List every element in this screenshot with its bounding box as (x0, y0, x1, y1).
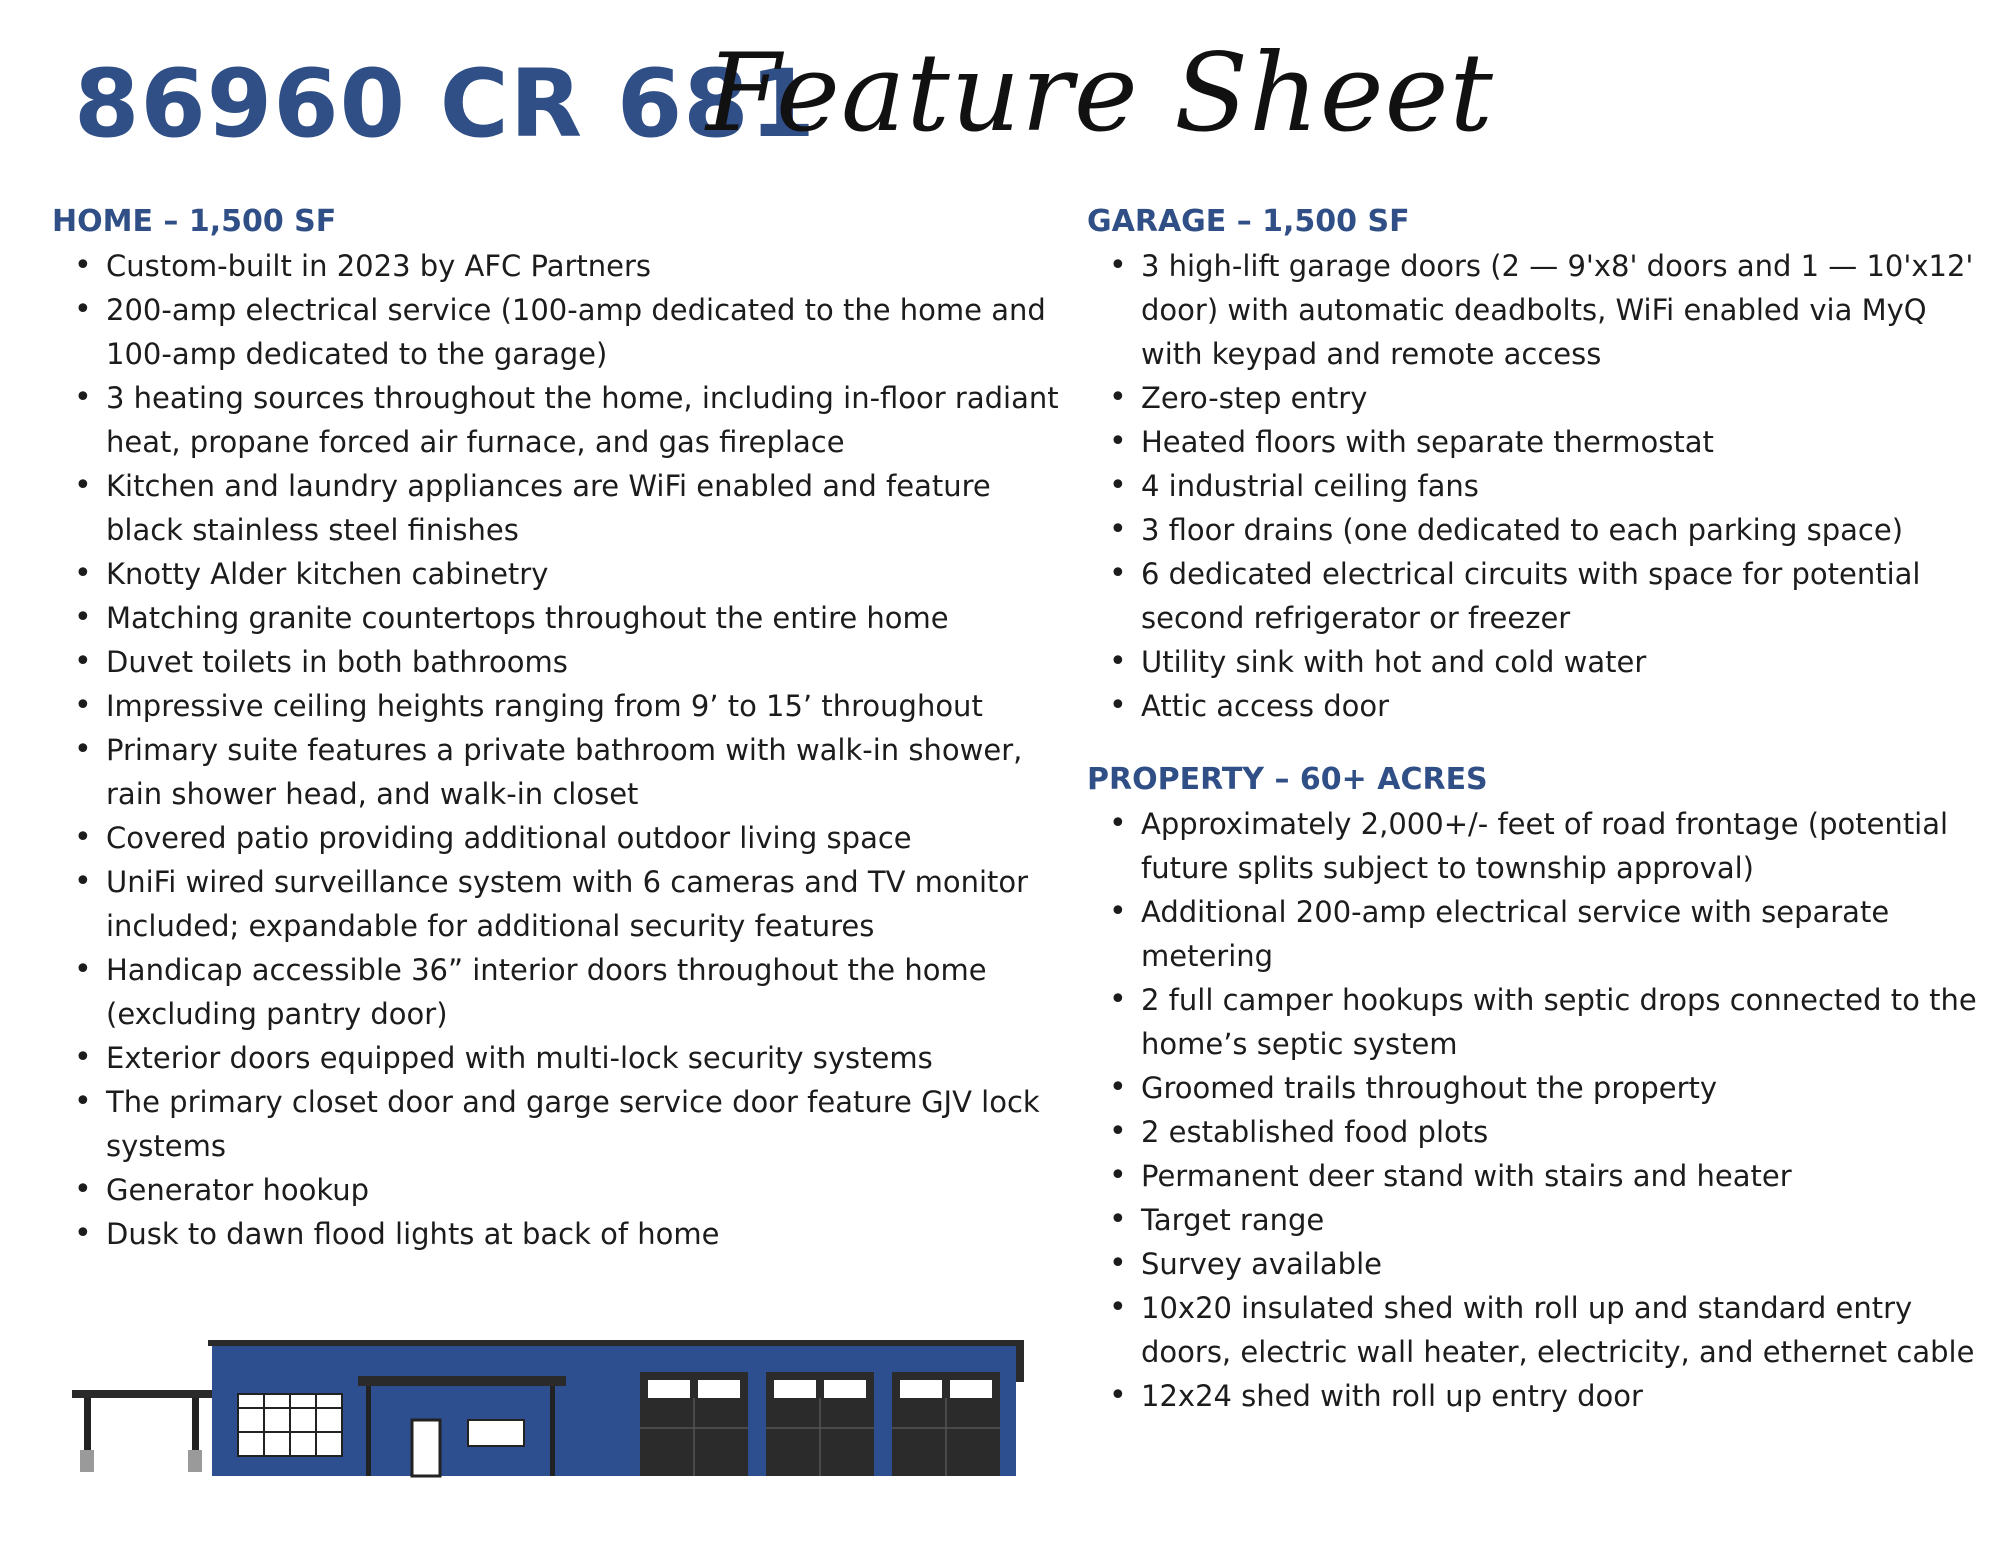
list-item: • Duvet toilets in both bathrooms (52, 640, 1062, 684)
list-item: • Exterior doors equipped with multi-lock security systems (52, 1036, 1062, 1080)
list-item: • Permanent deer stand with stairs and heater (1087, 1154, 1987, 1198)
property-heading: PROPERTY – 60+ ACRES (1087, 762, 1488, 797)
list-item: • Impressive ceiling heights ranging from 9’ to 15’ throughout (52, 684, 1062, 728)
list-item: • Matching granite countertops throughout the entire home (52, 596, 1062, 640)
list-item: • 10x20 insulated shed with roll up and standard entry doors, electric wall heater, electricity, and ethernet cable (1087, 1286, 1987, 1374)
list-item: • 12x24 shed with roll up entry door (1087, 1374, 1987, 1418)
list-item: • Generator hookup (52, 1168, 1062, 1212)
list-item: • Heated floors with separate thermostat (1087, 420, 1987, 464)
property-address: 86960 CR 681 (74, 50, 817, 159)
list-item: • The primary closet door and garge service door feature GJV lock systems (52, 1080, 1062, 1168)
list-item: • UniFi wired surveillance system with 6 cameras and TV monitor included; expandable for additional security features (52, 860, 1062, 948)
roof-edge (1016, 1340, 1024, 1382)
list-item: • Utility sink with hot and cold water (1087, 640, 1987, 684)
porch-window (468, 1420, 524, 1446)
list-item: • Groomed trails throughout the property (1087, 1066, 1987, 1110)
list-item: • 200-amp electrical service (100-amp dedicated to the home and 100-amp dedicated to the garage) (52, 288, 1062, 376)
list-item: • Primary suite features a private bathroom with walk-in shower, rain shower head, and walk-in closet (52, 728, 1062, 816)
list-item: • 3 high-lift garage doors (2 — 9'x8' doors and 1 — 10'x12' door) with automatic deadbolts, WiFi enabled via MyQ with keypad and remote access (1087, 244, 1987, 376)
carport-roof (72, 1390, 212, 1398)
home-section (52, 200, 1062, 1256)
left-column (52, 200, 1062, 1256)
house-elevation-drawing (70, 1328, 1030, 1488)
list-item: • Kitchen and laundry appliances are WiFi enabled and feature black stainless steel finishes (52, 464, 1062, 552)
list-item: • 4 industrial ceiling fans (1087, 464, 1987, 508)
right-column (1087, 200, 1987, 1418)
porch-roof (358, 1376, 566, 1386)
list-item: • 2 established food plots (1087, 1110, 1987, 1154)
main-roof-line (208, 1340, 1020, 1346)
list-item: • Additional 200-amp electrical service with separate metering (1087, 890, 1987, 978)
list-item: • Attic access door (1087, 684, 1987, 728)
carport-post (192, 1398, 199, 1450)
list-item: • 3 heating sources throughout the home, including in-floor radiant heat, propane forced air furnace, and gas fireplace (52, 376, 1062, 464)
list-item: • Custom-built in 2023 by AFC Partners (52, 244, 1062, 288)
garage-section (1087, 200, 1987, 728)
house-illustration-svg (70, 1328, 1030, 1488)
list-item: • Handicap accessible 36” interior doors throughout the home (excluding pantry door) (52, 948, 1062, 1036)
window-group-left (238, 1394, 342, 1456)
list-item: • 2 full camper hookups with septic drops connected to the home’s septic system (1087, 978, 1987, 1066)
list-item: • Covered patio providing additional outdoor living space (52, 816, 1062, 860)
front-door (412, 1420, 440, 1476)
carport-post (84, 1398, 91, 1450)
carport-post-base (80, 1450, 94, 1472)
list-item: • Dusk to dawn flood lights at back of home (52, 1212, 1062, 1256)
property-feature-list (1087, 802, 1987, 1418)
list-item: • 3 floor drains (one dedicated to each parking space) (1087, 508, 1987, 552)
porch-post (366, 1386, 371, 1476)
property-section (1087, 758, 1987, 1418)
list-item: • 6 dedicated electrical circuits with space for potential second refrigerator or freezer (1087, 552, 1987, 640)
porch-post (550, 1386, 555, 1476)
list-item: • Target range (1087, 1198, 1987, 1242)
list-item: • Zero-step entry (1087, 376, 1987, 420)
garage-feature-list (1087, 244, 1987, 728)
list-item: • Knotty Alder kitchen cabinetry (52, 552, 1062, 596)
home-feature-list (52, 244, 1062, 1256)
home-heading: HOME – 1,500 SF (52, 204, 337, 239)
garage-doors (640, 1372, 1000, 1476)
list-item: • Approximately 2,000+/- feet of road frontage (potential future splits subject to township approval) (1087, 802, 1987, 890)
list-item: • Survey available (1087, 1242, 1987, 1286)
carport-post-base (188, 1450, 202, 1472)
feature-sheet-script-title: Feature Sheet (706, 31, 1494, 156)
garage-heading: GARAGE – 1,500 SF (1087, 204, 1410, 239)
